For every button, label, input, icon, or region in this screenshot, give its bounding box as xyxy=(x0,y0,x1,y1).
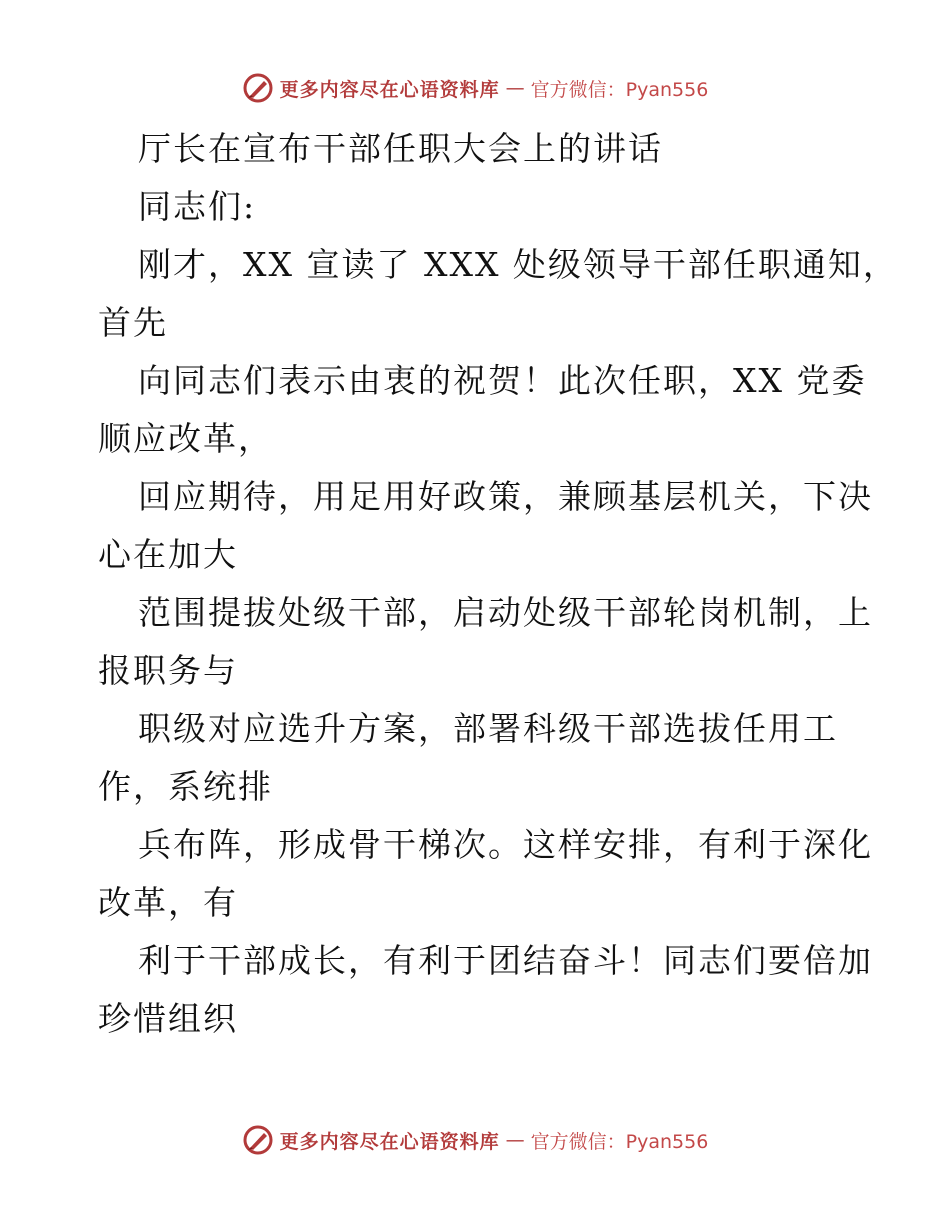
paragraph-line: 职级对应选升方案，部署科级干部选拔任用工 xyxy=(138,709,838,748)
pen-logo-icon xyxy=(242,72,274,104)
paragraph-line: 心在加大 xyxy=(98,535,238,574)
paragraph-line: 刚才，XX 宣读了 XXX 处级领导干部任职通知， xyxy=(138,245,898,284)
banner-dash: — xyxy=(505,77,525,99)
banner-wechat-text: 官方微信：Pyan556 xyxy=(530,78,709,101)
footer-banner xyxy=(0,1124,950,1156)
banner-wechat-text: 官方微信：Pyan556 xyxy=(530,1130,709,1153)
paragraph-line: 回应期待，用足用好政策，兼顾基层机关，下决 xyxy=(138,477,873,516)
paragraph-line: 利于干部成长，有利于团结奋斗！同志们要倍加 xyxy=(138,941,873,980)
banner-site-text: 更多内容尽在心语资料库 xyxy=(279,78,500,101)
document-body xyxy=(98,120,898,1048)
header-banner xyxy=(0,72,950,104)
pen-logo-icon xyxy=(242,1124,274,1156)
paragraph-line: 向同志们表示由衷的祝贺！此次任职，XX 党委 xyxy=(138,361,867,400)
banner-dash: — xyxy=(505,1129,525,1151)
document-title: 厅长在宣布干部任职大会上的讲话 xyxy=(138,129,663,168)
paragraph-line: 范围提拔处级干部，启动处级干部轮岗机制，上 xyxy=(138,593,873,632)
paragraph-line: 珍惜组织 xyxy=(98,999,238,1038)
paragraph-line: 顺应改革， xyxy=(98,419,273,458)
salutation: 同志们: xyxy=(138,187,257,226)
paragraph-line: 兵布阵，形成骨干梯次。这样安排，有利于深化 xyxy=(138,825,873,864)
banner-site-text: 更多内容尽在心语资料库 xyxy=(279,1130,500,1153)
paragraph-line: 改革，有 xyxy=(98,883,238,922)
paragraph-line: 作，系统排 xyxy=(98,767,273,806)
paragraph-line: 报职务与 xyxy=(98,651,238,690)
paragraph-line: 首先 xyxy=(98,303,168,342)
